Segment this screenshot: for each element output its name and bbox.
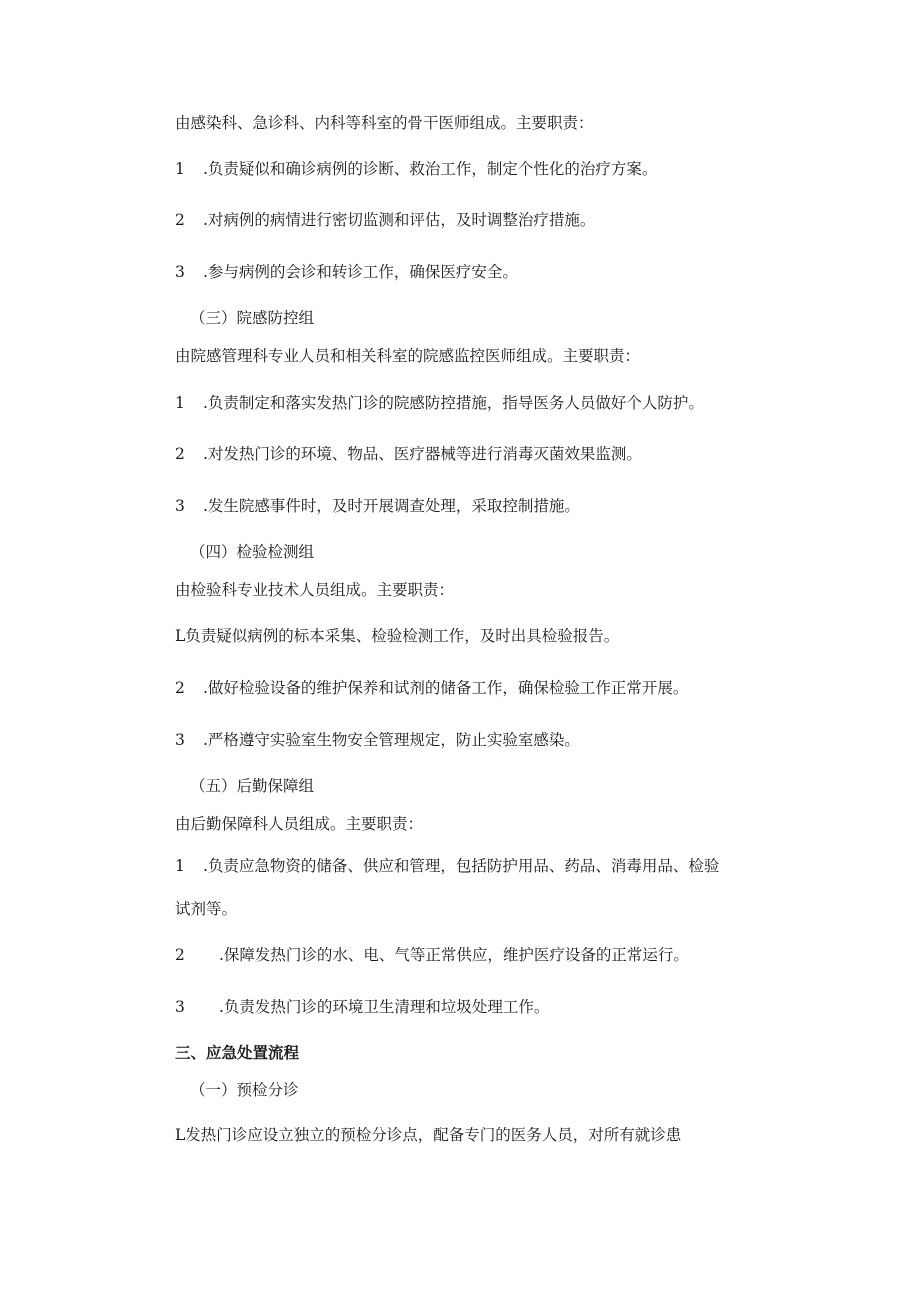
list-item <box>175 262 518 282</box>
list-item <box>175 678 688 698</box>
item-text: .负责应急物资的储备、供应和管理，包括防护用品、药品、消毒用品、检验 <box>203 857 720 875</box>
item-number: 1 <box>175 394 185 412</box>
item-number: 3 <box>175 998 185 1016</box>
item-number: 2 <box>175 679 185 697</box>
subsection-heading: （三）院感防控组 <box>190 309 315 327</box>
subsection-heading: （五）后勤保障组 <box>190 777 315 795</box>
item-text: .保障发热门诊的水、电、气等正常供应，维护医疗设备的正常运行。 <box>219 946 689 964</box>
list-item: L负责疑似病例的标本采集、检验检测工作，及时出具检验报告。 <box>175 627 620 645</box>
paragraph: 由检验科专业技术人员组成。主要职责： <box>175 581 455 599</box>
paragraph-intro: 由感染科、急诊科、内科等科室的骨干医师组成。主要职责： <box>175 114 594 132</box>
list-item <box>175 856 719 876</box>
subsection-heading: （一）预检分诊 <box>190 1081 299 1099</box>
list-item <box>175 997 549 1017</box>
item-text: .对发热门诊的环境、物品、医疗器械等进行消毒灭菌效果监测。 <box>203 445 642 463</box>
item-text: .负责发热门诊的环境卫生清理和垃圾处理工作。 <box>219 998 550 1016</box>
section-heading: 三、应急处置流程 <box>175 1043 300 1062</box>
item-text: .对病例的病情进行密切监测和评估，及时调整治疗措施。 <box>203 211 596 229</box>
item-number: 2 <box>175 445 185 463</box>
item-number: 3 <box>175 731 185 749</box>
item-text: .发生院感事件时，及时开展调查处理，采取控制措施。 <box>203 497 580 515</box>
item-text: .严格遵守实验室生物安全管理规定，防止实验室感染。 <box>203 731 580 749</box>
item-text: .负责疑似和确诊病例的诊断、救治工作，制定个性化的治疗方案。 <box>203 160 658 178</box>
item-text: .参与病例的会诊和转诊工作，确保医疗安全。 <box>203 263 518 281</box>
list-item <box>175 210 595 230</box>
list-item <box>175 159 657 179</box>
item-text: .做好检验设备的维护保养和试剂的储备工作，确保检验工作正常开展。 <box>203 679 689 697</box>
item-number: 2 <box>175 946 185 964</box>
item-number: 2 <box>175 211 185 229</box>
list-item <box>175 444 642 464</box>
list-item <box>175 945 689 965</box>
item-number: 3 <box>175 263 185 281</box>
list-item <box>175 393 704 413</box>
item-number: 1 <box>175 857 185 875</box>
list-item <box>175 496 580 516</box>
item-number: 3 <box>175 497 185 515</box>
item-number: 1 <box>175 160 185 178</box>
list-item <box>175 730 580 750</box>
paragraph: 由院感管理科专业人员和相关科室的院感监控医师组成。主要职责： <box>175 347 641 365</box>
paragraph: 由后勤保障科人员组成。主要职责： <box>175 815 424 833</box>
list-item: L发热门诊应设立独立的预检分诊点，配备专门的医务人员，对所有就诊患 <box>175 1126 682 1144</box>
list-item-continuation: 试剂等。 <box>175 900 238 918</box>
item-text: .负责制定和落实发热门诊的院感防控措施，指导医务人员做好个人防护。 <box>203 394 704 412</box>
subsection-heading: （四）检验检测组 <box>190 543 315 561</box>
